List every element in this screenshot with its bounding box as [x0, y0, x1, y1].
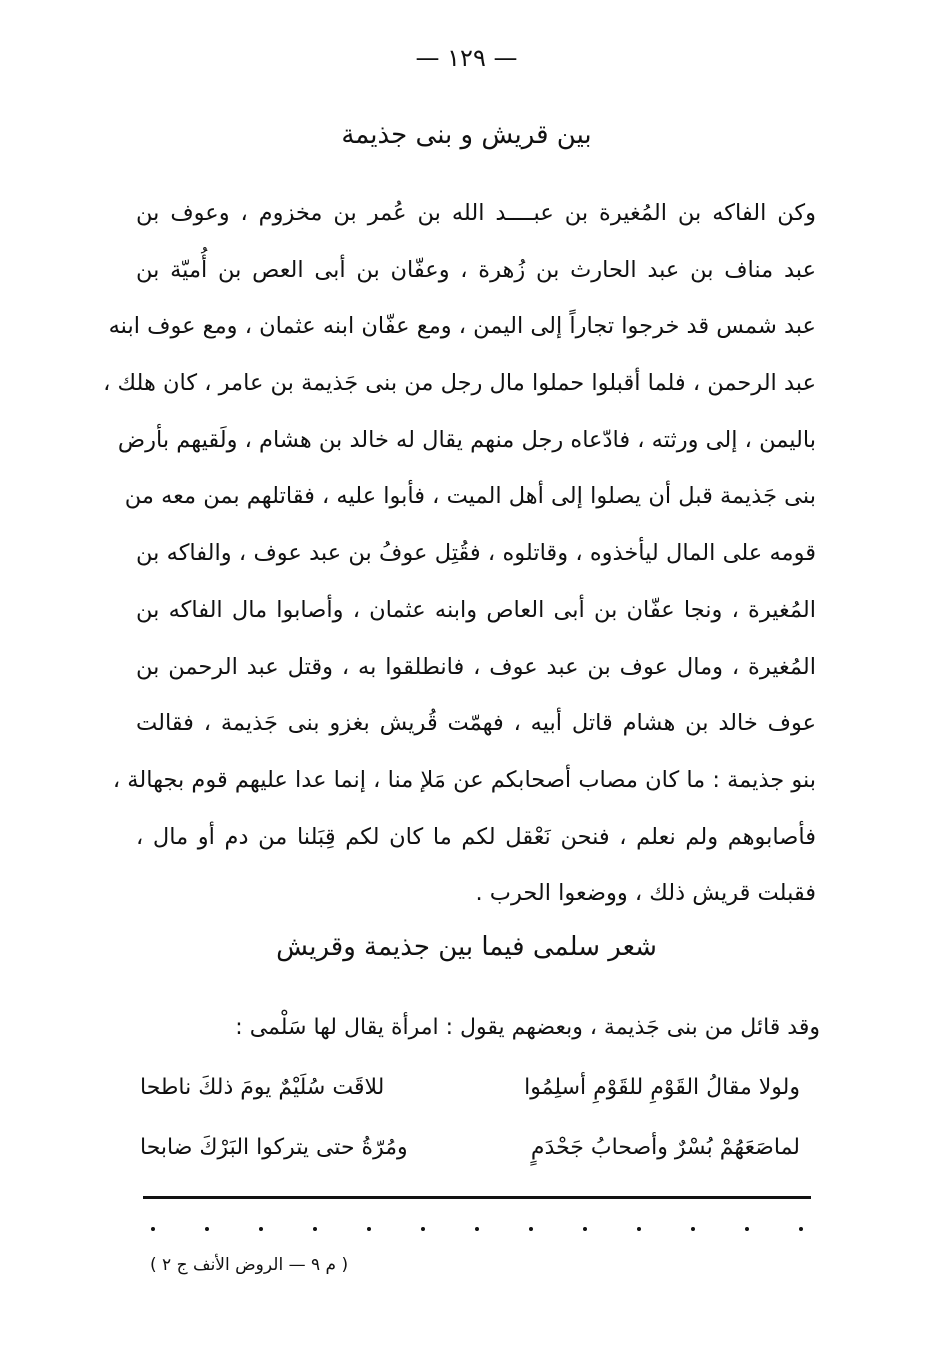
text-line: فأصابوهم ولم نعلم ، فنحن نَعْقل لكم ما كان لكم قِبَلنا من دم أو مال ، [136, 823, 816, 850]
dot [475, 1227, 479, 1231]
section-heading-salma-poem: شعر سلمى فيما بين جذيمة وقريش [276, 932, 657, 962]
text-line: عبد شمس قد خرجوا تجاراً إلى اليمن ، ومع عفّان ابنه عثمان ، ومع عوف ابنه [108, 313, 816, 340]
section-heading-quraysh-jadhima: بين قريش و بنى جذيمة [341, 120, 592, 150]
verse-second-hemistich: ومُرّةُ حتى يتركوا البَرْكَ ضابحا [140, 1135, 408, 1160]
text-line: باليمن ، إلى ورثته ، فادّعاه رجل منهم يقال له خالد بن هشام ، ولَقيهم بأرض [117, 426, 816, 453]
text-line: بنو جذيمة : ما كان مصاب أصحابكم عن مَلإ منا ، إنما عدا عليهم قوم بجهالة ، [112, 766, 816, 793]
poem-verse [140, 1060, 800, 1116]
footnote-dots [143, 1217, 811, 1237]
footnote-separator [143, 1196, 811, 1199]
dot [799, 1227, 803, 1231]
text-line: بنى جَذيمة قبل أن يصلوا إلى أهل الميت ، فأبوا عليه ، فقاتلهم بمن معه من [124, 483, 816, 510]
verse-first-hemistich: ولولا مقالُ القَوْمِ للقَوْمِ أسلِمُوا [524, 1075, 800, 1100]
dot [259, 1227, 263, 1231]
dot [205, 1227, 209, 1231]
poem-verse [140, 1120, 800, 1176]
text-line: المُغيرة ، ومال عوف بن عبد عوف ، فانطلقوا به ، وقتل عبد الرحمن بن [136, 653, 816, 680]
signature-mark: ( م ٩ — الروض الأنف ج ٢ ) [150, 1255, 349, 1275]
text-line: فقبلت قريش ذلك ، ووضعوا الحرب . [475, 880, 816, 907]
text-line: وكن الفاكه بن المُغيرة بن عبــــد الله بن عُمر بن مخزوم ، وعوف بن [136, 200, 816, 226]
verse-first-hemistich: لماصَعَهُمْ بُسْرٌ وأصحابُ جَحْدَمٍ [530, 1135, 800, 1160]
page-number: — ١٢٩ — [415, 44, 518, 72]
dot [151, 1227, 155, 1231]
main-paragraph [103, 185, 816, 922]
text-line: عبد الرحمن ، فلما أقبلوا حملوا مال رجل من بنى جَذيمة بن عامر ، كان هلك ، [103, 370, 816, 397]
text-line: قومه على المال ليأخذوه ، وقاتلوه ، فقُتِل عوفُ بن عبد عوف ، والفاكه بن [136, 540, 816, 567]
text-line: عوف خالد بن هشام قاتل أبيه ، فهمّت قُريش بغزو بنى جَذيمة ، فقالت [136, 710, 816, 737]
text-line: المُغيرة ، ونجا عفّان بن أبى العاص وابنه عثمان ، وأصابوا مال الفاكه بن [136, 596, 816, 623]
dot [691, 1227, 695, 1231]
dot [313, 1227, 317, 1231]
text-line: عبد مناف بن عبد الحارث بن زُهرة ، وعفّان بن أبى العص بن أُميّة بن [136, 256, 816, 283]
dot [421, 1227, 425, 1231]
dot [637, 1227, 641, 1231]
poem-intro: وقد قائل من بنى جَذيمة ، وبعضهم يقول : امرأة يقال لها سَلْمى : [235, 1015, 820, 1040]
dot [367, 1227, 371, 1231]
dot [745, 1227, 749, 1231]
verse-second-hemistich: للاقَت سُلَيْمٌ يومَ ذلكَ ناطحا [140, 1075, 385, 1100]
dot [583, 1227, 587, 1231]
dot [529, 1227, 533, 1231]
